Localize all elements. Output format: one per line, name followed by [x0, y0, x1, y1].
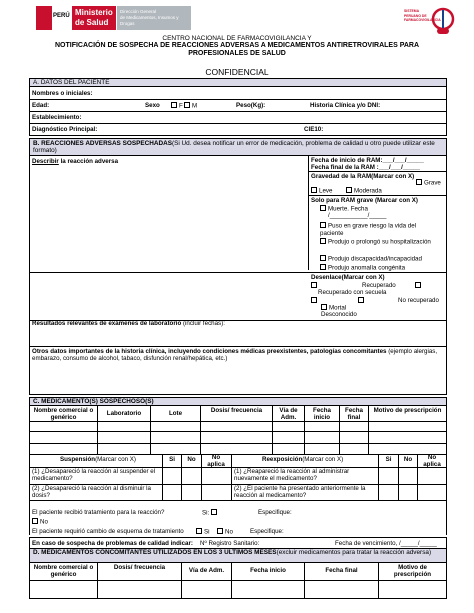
checkbox-moderada[interactable]: [346, 187, 352, 193]
checkbox-m[interactable]: [184, 102, 190, 108]
otros-label: Otros datos importantes de la historia clínica, incluyendo condiciones médicas preexistentes, patologías concomitantes (ejemplo alergias, embarazo, consumo de alcohol, tabaco, disfunción renal/hepática, etc.): [32, 348, 438, 362]
checkbox-riesgo-vida[interactable]: [320, 222, 326, 228]
section-d-header: [29, 548, 447, 563]
c-header-laboratorio: Laboratorio: [106, 410, 142, 417]
suspension-label: Suspensión(Marcar con X): [60, 456, 136, 463]
suspension-no-aplica: No aplica: [207, 454, 225, 468]
sexo-m-option[interactable]: M: [184, 102, 197, 110]
d-header-fecha-final: Fecha final: [325, 567, 358, 574]
establecimiento-label: Establecimiento:: [32, 114, 82, 121]
muerte-fecha-line[interactable]: /___________/_____: [328, 212, 387, 219]
discapacidad-option[interactable]: Produjo discapacidad/incapacidad: [320, 255, 422, 263]
c-header-nombre: Nombre comercial o genérico: [33, 407, 94, 421]
grave-option[interactable]: Grave: [416, 179, 441, 187]
recuperado-label: Recuperado: [362, 282, 396, 289]
nombres-label: Nombres o iniciales:: [32, 90, 93, 97]
c-header-lote: Lote: [168, 410, 183, 417]
suspension-si: Si: [169, 456, 175, 463]
mortal-label: Mortal: [321, 304, 346, 312]
c-header-dosis: Dosis/ frecuencia: [210, 407, 263, 414]
c-header-motivo: Motivo de prescripción: [373, 407, 442, 414]
section-b-header: [29, 138, 447, 156]
peru-flag-icon: [36, 6, 52, 30]
q1-suspension: (1) ¿Desapareció la reacción al suspender el medicamento?: [32, 468, 156, 482]
section-b-title: B. REACCIONES ADVERSAS SOSPECHADAS: [33, 140, 172, 147]
minsa-logo: [36, 6, 191, 38]
q2-suspension: (2) ¿Desapareció la reacción al disminuir la dosis?: [32, 485, 151, 499]
requirio-label: El paciente requirió cambio de esquema de tratamiento: [32, 528, 184, 535]
tratamiento-si[interactable]: Si:: [202, 509, 219, 517]
reexposicion-no-aplica: No aplica: [423, 454, 441, 468]
solo-grave-label: Solo para RAM grave (Marcar con X): [311, 197, 418, 204]
direccion-label: Dirección General de Medicamentos, Insumos y Drogas: [120, 9, 179, 26]
q3-reexposicion: (1) ¿Reapareció la reacción al administrar nuevamente el medicamento?: [234, 468, 350, 482]
sexo-f-option[interactable]: F: [171, 102, 183, 110]
checkbox-f[interactable]: [171, 102, 177, 108]
reexposicion-no: No: [403, 456, 413, 463]
tratamiento-label: El paciente recibió tratamiento para la reacción?: [32, 509, 165, 516]
recuperado-secuela-label: Recuperado con secuela: [318, 289, 387, 296]
confidencial-label: CONFIDENCIAL: [205, 67, 269, 77]
moderada-option[interactable]: Moderada: [346, 187, 382, 195]
checkbox-no-recuperado-left[interactable]: [415, 282, 423, 290]
de-salud-label: de Salud: [75, 18, 109, 27]
cie10-label: CIE10:: [304, 126, 324, 133]
checkbox-tratamiento-si[interactable]: [211, 509, 217, 515]
c-header-fecha-inicio: Fecha inicio: [313, 407, 331, 421]
ministerio-label: Ministerio: [75, 8, 113, 17]
tratamiento-no[interactable]: No: [32, 518, 48, 526]
checkbox-requirio-no[interactable]: [217, 528, 223, 534]
peru-label: PERÚ: [53, 13, 70, 19]
requirio-no[interactable]: No: [217, 528, 233, 536]
d-header-via: Vía de Adm.: [188, 567, 225, 574]
sexo-label: Sexo: [145, 102, 160, 109]
desenlace-label: Desenlace(Marcar con X): [311, 274, 385, 281]
requirio-especifique: Especifique:: [250, 528, 284, 535]
section-b-note: (Si Ud. desea notificar un error de medicación, problema de calidad u otro puede utilizar este formato): [33, 140, 435, 154]
leve-option[interactable]: Leve: [311, 187, 332, 195]
checkbox-hospitalizacion[interactable]: [320, 238, 326, 244]
d-header-nombre: Nombre comercial o genérico: [33, 564, 94, 578]
peso-label: Peso(Kg):: [236, 102, 266, 109]
hospitalizacion-option[interactable]: Produjo o prolongó su hospitalización: [320, 238, 438, 246]
direccion-block: [117, 6, 191, 30]
anomalia-option[interactable]: Produjo anomalía congénita: [320, 264, 405, 272]
q4-reexposicion: (2) ¿El paciente ha presentado anteriormente la reacción al medicamento?: [234, 485, 366, 499]
c-header-via: Vía de Adm.: [279, 407, 298, 421]
muerte-option[interactable]: Muerte. Fecha: [320, 205, 368, 213]
section-a-header: A. DATOS DEL PACIENTE: [29, 78, 447, 87]
d-header-dosis: Dosis/ frecuencia: [113, 564, 166, 571]
desconocido-label: Desconocido: [321, 311, 357, 318]
checkbox-recuperado[interactable]: [311, 282, 317, 288]
section-d-note: (excluir medicamentos para tratar la reacción adversa): [276, 549, 432, 556]
checkbox-grave[interactable]: [416, 179, 422, 185]
ministerio-block: [72, 6, 116, 30]
gravedad-label: Gravedad de la RAM(Marcar con X): [311, 173, 415, 180]
mortal-option[interactable]: [311, 297, 319, 305]
requirio-si[interactable]: Si: [196, 528, 210, 536]
reexposicion-si: Si: [385, 456, 392, 463]
checkbox-tratamiento-no[interactable]: [32, 518, 38, 524]
resultados-label: Resultados relevantes de exámenes de laboratorio (incluir fechas):: [32, 320, 225, 327]
checkbox-discapacidad[interactable]: [320, 255, 326, 261]
registro-label: Nº Registro Sanitario:: [200, 540, 260, 547]
calidad-label: En caso de sospecha de problemas de calidad indicar:: [32, 540, 193, 547]
reexposicion-label: Reexposición(Marcar con X): [262, 456, 344, 463]
riesgo-vida-option[interactable]: Puso en grave riesgo la vida del paciente: [320, 222, 417, 237]
center-name: CENTRO NACIONAL DE FARMACOVIGILANCIA Y: [162, 35, 312, 42]
section-d-title: D. MEDICAMENTOS CONCOMITANTES UTILIZADOS EN LOS 3 ULTIMOS MESES: [33, 549, 277, 556]
fecha-inicio-ram[interactable]: Fecha de inicio de RAM:___/___/_____: [311, 157, 424, 164]
historia-label: Historia Clínica y/o DNI:: [310, 102, 381, 109]
d-header-motivo: Motivo de prescripción: [393, 564, 432, 578]
checkbox-leve[interactable]: [311, 187, 317, 193]
describir-label: Describir la reacción adversa: [32, 158, 119, 165]
suspension-no: No: [187, 456, 196, 463]
c-header-fecha-final: Fecha final: [345, 407, 363, 421]
d-header-fecha-inicio: Fecha inicio: [250, 567, 286, 574]
edad-label: Edad:: [32, 102, 50, 109]
farmacovigilancia-logo-text: SISTEMA PERUANO DE FARMACOVIGILANCIA: [404, 9, 441, 22]
diagnostico-label: Diagnóstico Principal:: [32, 126, 98, 133]
section-c-header: C. MEDICAMENTO(S) SOSPECHOSO(S): [29, 397, 447, 406]
checkbox-requirio-si[interactable]: [196, 528, 202, 534]
checkbox-secuela[interactable]: [358, 297, 366, 305]
no-recuperado-label: No recuperado: [398, 297, 439, 304]
tratamiento-especifique: Especifique:: [258, 509, 292, 516]
checkbox-muerte[interactable]: [320, 205, 326, 211]
fecha-final-ram[interactable]: Fecha final de la RAM :___/___/_____: [311, 164, 421, 171]
vencimiento-label[interactable]: Fecha de vencimiento, /_____/_____: [335, 540, 437, 547]
checkbox-anomalia[interactable]: [320, 264, 326, 270]
form-title: NOTIFICACIÓN DE SOSPECHA DE REACCIONES ADVERSAS A MEDICAMENTOS ANTIRETROVIRALES PARA PROFESIONALES DE SALUD: [54, 42, 420, 57]
checkbox-mortal-2[interactable]: [321, 304, 327, 310]
checkbox-mortal[interactable]: [311, 297, 317, 303]
